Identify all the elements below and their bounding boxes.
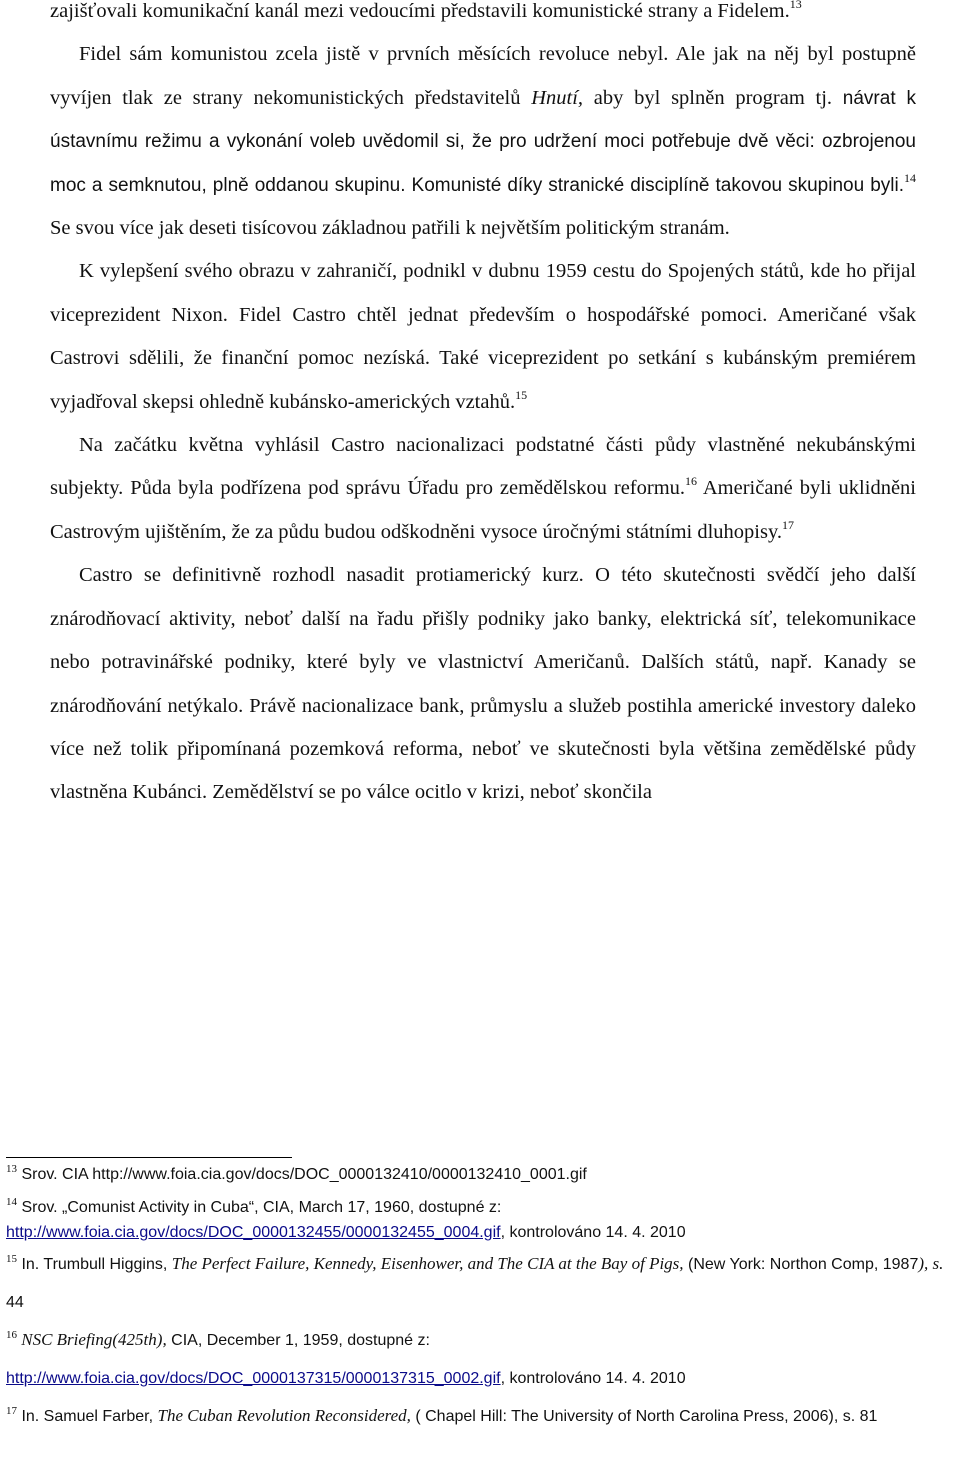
footnote-text: In. Samuel Farber,: [17, 1408, 158, 1425]
footnote-title: The Perfect Failure, Kennedy, Eisenhower, and The CIA at the Bay of Pigs,: [171, 1254, 684, 1273]
footnote-ref-13[interactable]: 13: [789, 0, 802, 11]
footnote-text: (New York: Northon Comp, 1987: [683, 1256, 919, 1273]
paragraph-text-sans: návrat k ústavnímu režimu a vykonání voleb uvědomil si, že pro udržení moci potřebuje dvě věci: ozbrojenou moc a semknutou, plně oddanou skupinu. Komunisté díky stranické disciplíně takovou skupinou byli.: [50, 87, 917, 196]
footnote-title: The Cuban Revolution Reconsidered,: [157, 1406, 411, 1425]
footnotes: [6, 1162, 956, 1435]
footnote-link[interactable]: http://www.foia.cia.gov/docs/DOC_0000132455/0000132455_0004.gif: [6, 1224, 501, 1241]
footnote-text: , kontrolováno 14. 4. 2010: [500, 1224, 686, 1241]
footnote-number: 15: [6, 1253, 17, 1265]
paragraph-text: K vylepšení svého obrazu v zahraničí, podnikl v dubnu 1959 cestu do Spojených států, kde ho přijal viceprezident Nixon. Fidel Castro chtěl jednat především o hospodářské pomoci. Američané však Castrovi sdělili, že finanční pomoc nezíská. Také viceprezident po setkání s kubánským premiérem vyjadřoval skepsi ohledně kubánsko-amerických vztahů.: [50, 260, 916, 413]
footnote-text: Srov. „Comunist Activity in Cuba“, CIA, March 17, 1960, dostupné z:: [17, 1199, 502, 1216]
footnote-link[interactable]: http://www.foia.cia.gov/docs/DOC_0000137315/0000137315_0002.gif: [6, 1370, 501, 1387]
footnote-text: CIA, December 1, 1959, dostupné z:: [166, 1332, 430, 1349]
paragraph-text: zajišťovali komunikační kanál mezi vedoucími představili komunistické strany a Fidelem.: [50, 0, 790, 22]
footnote-text: Srov. CIA http://www.foia.cia.gov/docs/DOC_0000132410/0000132410_0001.gif: [17, 1166, 587, 1183]
paragraph-3: [50, 250, 916, 424]
footnote-14: [6, 1195, 956, 1245]
footnote-ref-15[interactable]: 15: [515, 387, 528, 402]
footnote-17: [6, 1397, 956, 1435]
footnote-ref-14[interactable]: 14: [904, 170, 916, 185]
footnote-ref-16[interactable]: 16: [685, 474, 698, 489]
paragraph-text: Se svou více jak deseti tisícovou základnou patřili k největším politickým stranám.: [50, 217, 730, 240]
footnote-number: 14: [6, 1196, 17, 1208]
footnote-number: 17: [6, 1405, 17, 1417]
footnote-text: , kontrolováno 14. 4. 2010: [500, 1370, 686, 1387]
paragraph-text: Castro se definitivně rozhodl nasadit protiamerický kurz. O této skutečnosti svědčí jeho další znárodňovací aktivity, neboť další na řadu přišly podniky jako banky, elektrická síť, telekomunikace nebo potravinářské podniky, které byly ve vlastnictví Američanů. Dalších států, např. Kanady se znárodňování netýkalo. Právě nacionalizace bank, průmyslu a služeb postihla americké investory daleko více než tolik připomínaná pozemková reforma, neboť ve skutečnosti byla většina zemědělské půdy vlastněna Kubánci. Zemědělství se po válce ocitlo v krizi, neboť skončila: [50, 564, 916, 804]
footnote-title: NSC Briefing(425th),: [21, 1330, 167, 1349]
italic-term: Hnutí,: [531, 86, 584, 109]
footnote-16: [6, 1321, 956, 1397]
paragraph-text: Fidel sám komunistou zcela jistě v prvních měsících revoluce nebyl. Ale jak na něj byl postupně vyvíjen tlak ze strany nekomunistických představitelů: [50, 43, 916, 109]
paragraph-4: [50, 424, 916, 554]
paragraph-text: Na začátku května vyhlásil Castro nacionalizaci podstatné části půdy vlastněné nekubánskými subjekty. Půda byla podřízena pod správu Úřadu pro zemědělskou reformu.: [50, 434, 916, 500]
footnote-text-italic: ), s.: [918, 1254, 944, 1273]
paragraph-1: [50, 0, 916, 33]
footnote-number: 13: [6, 1163, 17, 1175]
footnote-13: [6, 1162, 956, 1187]
footnote-ref-17[interactable]: 17: [782, 517, 795, 532]
body-text: [50, 0, 916, 815]
footnote-separator: [6, 1157, 292, 1158]
paragraph-5: [50, 554, 916, 814]
paragraph-2: [50, 33, 916, 250]
paragraph-text: Američané byli uklidněni Castrovým ujištěním, že za půdu budou odškodněni vysoce úročnými státními dluhopisy.: [50, 477, 916, 543]
footnote-15: [6, 1245, 956, 1321]
footnote-text: 44: [6, 1294, 24, 1311]
footnote-text: ( Chapel Hill: The University of North Carolina Press, 2006), s. 81: [410, 1408, 878, 1425]
footnote-text: In. Trumbull Higgins,: [17, 1256, 172, 1273]
paragraph-text: aby byl splněn program tj.: [583, 86, 843, 109]
footnote-number: 16: [6, 1329, 17, 1341]
